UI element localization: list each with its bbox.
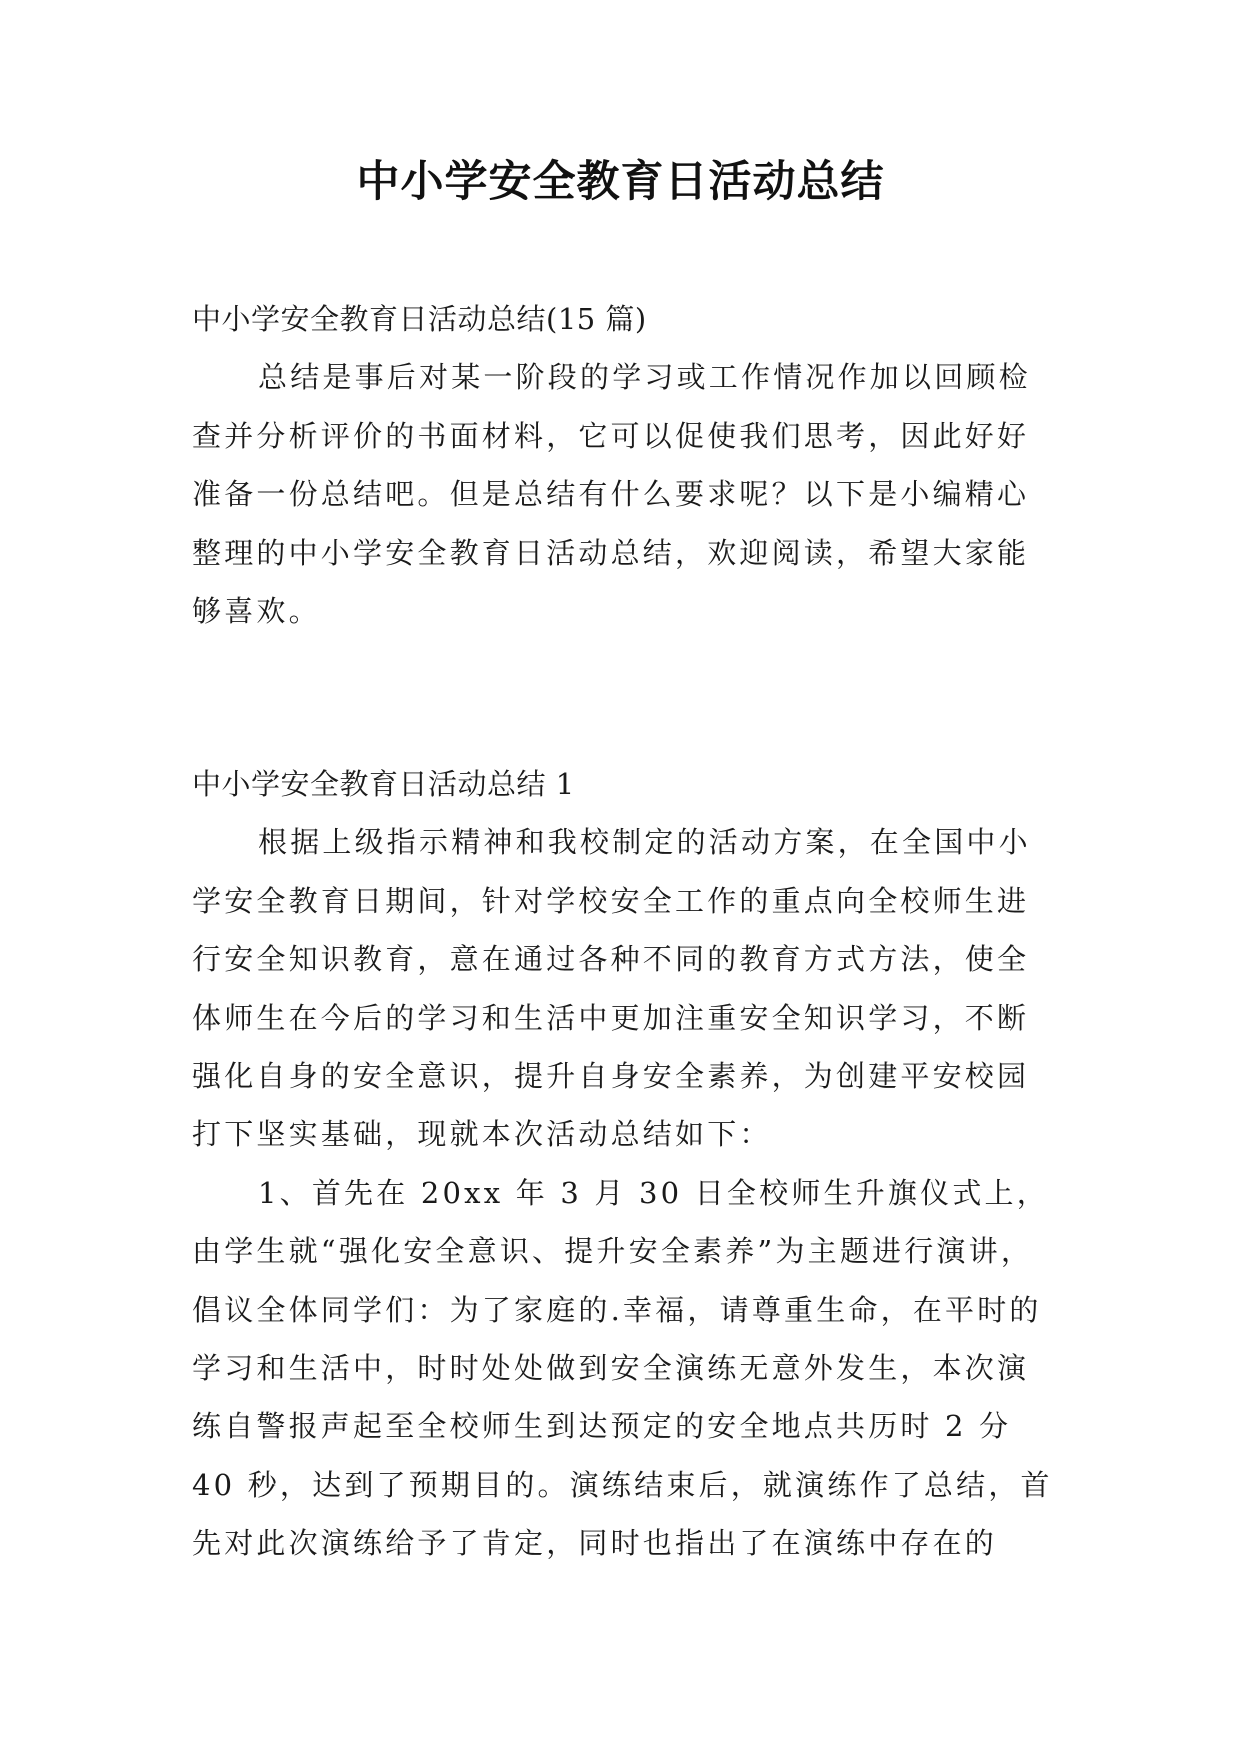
document-title: 中小学安全教育日活动总结	[356, 157, 885, 207]
intro-subtitle: 中小学安全教育日活动总结(15 篇)	[192, 302, 647, 336]
section-1	[192, 755, 1054, 1573]
intro-section	[192, 290, 1054, 640]
section-1-paragraph-1: 根据上级指示精神和我校制定的活动方案，在全国中小学安全教育日期间，针对学校安全工作的重点向全校师生进行安全知识教育，意在通过各种不同的教育方式方法，使全体师生在今后的学习和生活中更加注重安全知识学习，不断强化自身的安全意识，提升自身安全素养，为创建平安校园打下坚实基础，现就本次活动总结如下：	[192, 825, 1031, 1152]
section-1-paragraph-2: 1、首先在 20xx 年 3 月 30 日全校师生升旗仪式上，由学生就“强化安全意识、提升安全素养”为主题进行演讲，倡议全体同学们：为了家庭的.幸福，请尊重生命，在平时的学习和生活中，时时处处做到安全演练无意外发生，本次演练自警报声起至全校师生到达预定的安全地点共历时 2 分 40 秒，达到了预期目的。演练结束后，就演练作了总结，首先对此次演练给予了肯定，同时也指出了在演练中存在的	[192, 1175, 1053, 1561]
intro-paragraph: 总结是事后对某一阶段的学习或工作情况作加以回顾检查并分析评价的书面材料，它可以促使我们思考，因此好好准备一份总结吧。但是总结有什么要求呢？以下是小编精心整理的中小学安全教育日活动总结，欢迎阅读，希望大家能够喜欢。	[192, 360, 1031, 629]
section-1-heading: 中小学安全教育日活动总结 1	[192, 767, 575, 801]
